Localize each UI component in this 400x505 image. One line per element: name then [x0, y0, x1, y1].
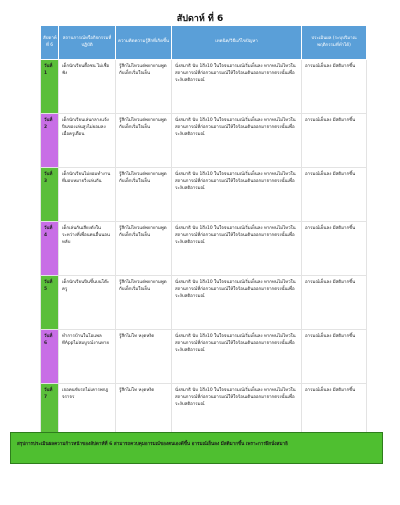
day-cell: วันที่ 5: [41, 276, 59, 330]
technique-cell: นั่งสมาธิ นับ 1ถึง10 ในใจจนอารมณ์เริ่มเย็นลง หากทนไม่ไหวในสถานการณ์ที่ก่อกวนอารมณ์ให้ใจร้อนเดินออกมาจากตรงนั้นเพื่อระงับสติอารมณ์: [172, 222, 302, 276]
header-feeling: ความคิดความรู้สึกที่เกิดขึ้น: [116, 26, 172, 60]
feeling-cell: รู้สึกไม่ไหวแต่พยายามพูดกับเด็กเริ่มใจเย็น: [116, 60, 172, 114]
header-technique: เทคนิค/วิธีแก้ไขปัญหา: [172, 26, 302, 60]
technique-cell: นั่งสมาธิ นับ 1ถึง10 ในใจจนอารมณ์เริ่มเย็นลง หากทนไม่ไหวในสถานการณ์ที่ก่อกวนอารมณ์ให้ใจร้อนเดินออกมาจากตรงนั้นเพื่อระงับสติอารมณ์: [172, 276, 302, 330]
day-cell: วันที่ 1: [41, 60, 59, 114]
weekly-plan-table: [40, 25, 367, 438]
technique-cell: นั่งสมาธิ นับ 1ถึง10 ในใจจนอารมณ์เริ่มเย็นลง หากทนไม่ไหวในสถานการณ์ที่ก่อกวนอารมณ์ให้ใจร้อนเดินออกมาจากตรงนั้นเพื่อระงับสติอารมณ์: [172, 60, 302, 114]
result-cell: อารมณ์เย็นลง มีสติมากขึ้น: [302, 60, 367, 114]
activity-cell: เด็กนักเรียนเล่นกลางแจ้งปีนของเล่นสูงไม่ยอมลงเมื่อครูเตือน: [59, 114, 116, 168]
activity-cell: เด็กนักเรียนดื้อซน ไม่เชื่อฟัง: [59, 60, 116, 114]
feeling-cell: รู้สึกไม่โท หงุดหงิด: [116, 330, 172, 384]
result-cell: อารมณ์เย็นลง มีสติมากขึ้น: [302, 330, 367, 384]
day-cell: วันที่ 7: [41, 384, 59, 438]
result-cell: อารมณ์เย็นลง มีสติมากขึ้น: [302, 222, 367, 276]
table-row: [41, 168, 367, 222]
activity-cell: เด็กนักเรียนปีนขึ้นบนโต๊ะครู: [59, 276, 116, 330]
table-row: [41, 222, 367, 276]
summary-box: สรุปการประเมินผลความก้าวหน้าของสัปดาห์ที่ 6 สามารถควบคุมอารมณ์ของตนเองดีขึ้น อารมณ์เย็นลง มีสติมากขึ้น เพราะการฝึกนั่งสมาธิ: [10, 432, 383, 464]
activity-cell: เจอคนขับรถไม่เคารพกฎจราจร: [59, 384, 116, 438]
technique-cell: นั่งสมาธิ นับ 1ถึง10 ในใจจนอารมณ์เริ่มเย็นลง หากทนไม่ไหวในสถานการณ์ที่ก่อกวนอารมณ์ให้ใจร้อนเดินออกมาจากตรงนั้นเพื่อระงับสติอารมณ์: [172, 114, 302, 168]
table-header-row: [41, 26, 367, 60]
header-activity: สถานการณ์หรือกิจกรรมที่ปฏิบัติ: [59, 26, 116, 60]
table-row: [41, 276, 367, 330]
table-row: [41, 330, 367, 384]
technique-cell: นั่งสมาธิ นับ 1ถึง10 ในใจจนอารมณ์เริ่มเย็นลง หากทนไม่ไหวในสถานการณ์ที่ก่อกวนอารมณ์ให้ใจร้อนเดินออกมาจากตรงนั้นเพื่อระงับสติอารมณ์: [172, 384, 302, 438]
result-cell: อารมณ์เย็นลง มีสติมากขึ้น: [302, 168, 367, 222]
day-cell: วันที่ 3: [41, 168, 59, 222]
activity-cell: เด็กเล่นกันเสียงดังในระหว่างที่เพื่อนคนอื่นนอนหลับ: [59, 222, 116, 276]
table-row: [41, 60, 367, 114]
header-week: สัปดาห์ ที่ 6: [41, 26, 59, 60]
day-cell: วันที่ 2: [41, 114, 59, 168]
result-cell: อารมณ์เย็นลง มีสติมากขึ้น: [302, 114, 367, 168]
day-cell: วันที่ 4: [41, 222, 59, 276]
feeling-cell: รู้สึกไม่ไหวแต่พยายามพูดกับเด็กเริ่มใจเย็น: [116, 168, 172, 222]
page-title: สัปดาห์ ที่ 6: [176, 14, 224, 24]
feeling-cell: รู้สึกไม่ไหวแต่พยายามพูดกับเด็กเริ่มใจเย็น: [116, 276, 172, 330]
activity-cell: ทำการบ้านในโอแพลทีAppไม่สมบูรณ์งานหาย: [59, 330, 116, 384]
table-row: [41, 114, 367, 168]
feeling-cell: รู้สึกไม่โท หงุดหงิด: [116, 384, 172, 438]
header-result: ประเมินผล (ระบุปริมาณพฤติกรรมที่ทำได้): [302, 26, 367, 60]
result-cell: อารมณ์เย็นลง มีสติมากขึ้น: [302, 276, 367, 330]
activity-cell: เด็กนักเรียนไม่ยอมทำงานที่มอบหมายวิ่งเล่นกัน: [59, 168, 116, 222]
technique-cell: นั่งสมาธิ นับ 1ถึง10 ในใจจนอารมณ์เริ่มเย็นลง หากทนไม่ไหวในสถานการณ์ที่ก่อกวนอารมณ์ให้ใจร้อนเดินออกมาจากตรงนั้นเพื่อระงับสติอารมณ์: [172, 168, 302, 222]
feeling-cell: รู้สึกไม่ไหวแต่พยายามพูดกับเด็กเริ่มใจเย็น: [116, 114, 172, 168]
result-cell: อารมณ์เย็นลง มีสติมากขึ้น: [302, 384, 367, 438]
technique-cell: นั่งสมาธิ นับ 1ถึง10 ในใจจนอารมณ์เริ่มเย็นลง หากทนไม่ไหวในสถานการณ์ที่ก่อกวนอารมณ์ให้ใจร้อนเดินออกมาจากตรงนั้นเพื่อระงับสติอารมณ์: [172, 330, 302, 384]
feeling-cell: รู้สึกไม่ไหวแต่พยายามพูดกับเด็กเริ่มใจเย็น: [116, 222, 172, 276]
table-row: [41, 384, 367, 438]
day-cell: วันที่ 6: [41, 330, 59, 384]
